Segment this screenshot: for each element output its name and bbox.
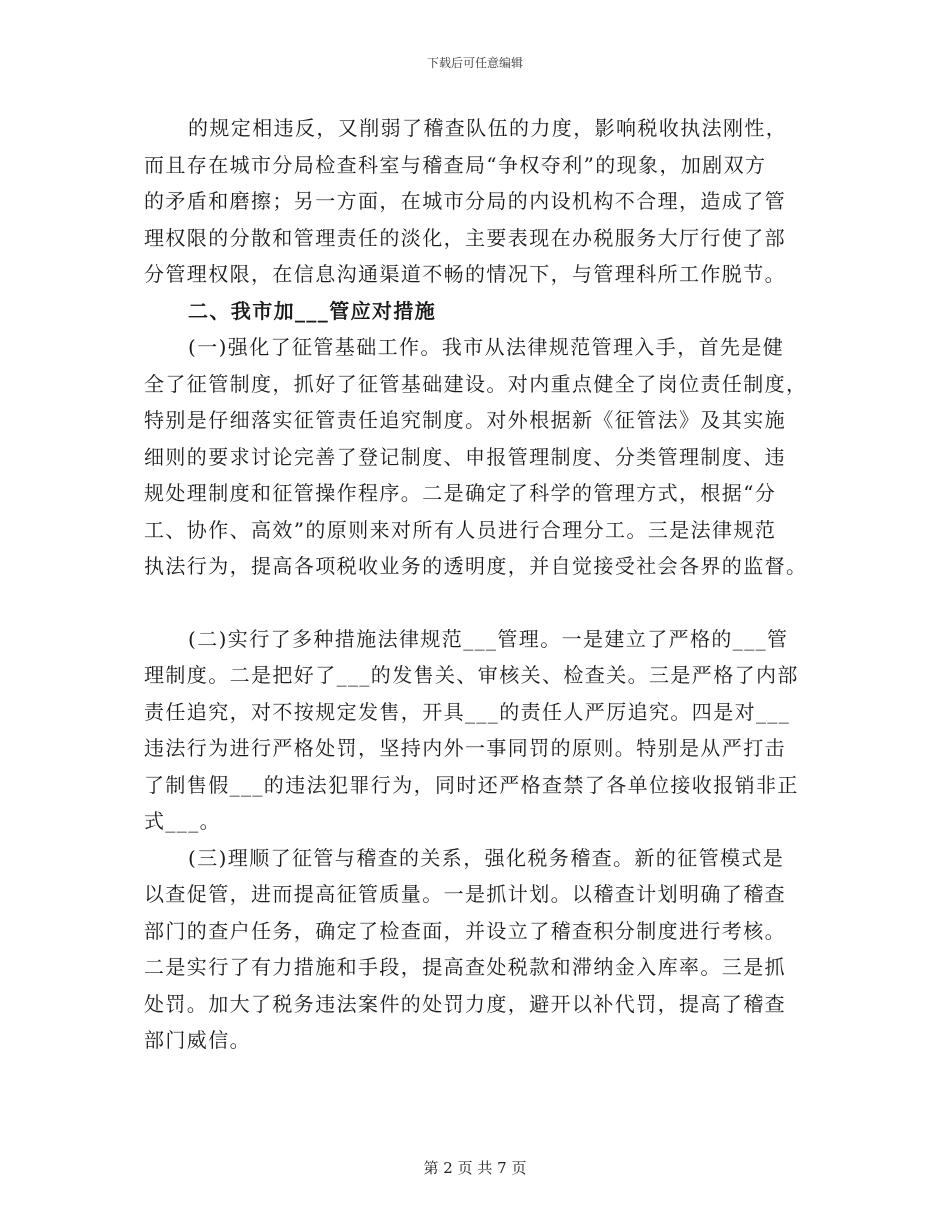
document-body xyxy=(144,110,808,1059)
text-line: 全了征管制度，抓好了征管基础建设。对内重点健全了岗位责任制度， xyxy=(144,371,808,396)
text-line: 工、协作、高效”的原则来对所有人员进行合理分工。三是法律规范 xyxy=(144,517,777,542)
text-line: 的矛盾和磨擦；另一方面，在城市分局的内设机构不合理，造成了管 xyxy=(144,189,786,213)
page-number: 第 2 页 共 7 页 xyxy=(423,1159,527,1177)
text-line: 特别是仔细落实征管责任追究制度。对外根据新《征管法》及其实施 xyxy=(144,408,786,432)
text-line: 理权限的分散和管理责任的淡化，主要表现在办税服务大厅行使了部 xyxy=(144,225,786,250)
text-line: 以查促管，进而提高征管质量。一是抓计划。以稽查计划明确了稽查 xyxy=(144,882,786,906)
text-line: 部门的查户任务，确定了检查面，并设立了稽查积分制度进行考核。 xyxy=(144,918,786,943)
section-heading: 二、我市加___管应对措施 xyxy=(188,298,437,323)
text-line: 式___。 xyxy=(144,809,221,833)
text-line: 细则的要求讨论完善了登记制度、申报管理制度、分类管理制度、违 xyxy=(144,444,786,469)
text-line: 规处理制度和征管操作程序。二是确定了科学的管理方式，根据“分 xyxy=(144,481,777,505)
text-line: 理制度。二是把好了___的发售关、审核关、检查关。三是严格了内部 xyxy=(144,663,799,687)
text-line: 了制售假___的违法犯罪行为，同时还严格查禁了各单位接收报销非正 xyxy=(144,772,799,797)
text-line: 二是实行了有力措施和手段，提高查处税款和滞纳金入库率。三是抓 xyxy=(144,955,786,979)
page-header: 下载后可任意编辑 xyxy=(426,56,523,70)
text-line: 处罚。加大了税务违法案件的处罚力度，避开以补代罚，提高了稽查 xyxy=(144,991,786,1016)
text-line: 的规定相违反，又削弱了稽查队伍的力度，影响税收执法刚性， xyxy=(188,116,788,140)
text-line: 责任追究，对不按规定发售，开具___的责任人严厉追究。四是对___ xyxy=(144,699,791,724)
paragraph-gap xyxy=(144,585,804,621)
text-line: (二)实行了多种措施法律规范___管理。一是建立了严格的___管 xyxy=(188,626,789,651)
text-line: (三)理顺了征管与稽查的关系，强化税务稽查。新的征管模式是 xyxy=(188,845,785,870)
text-line: 分管理权限，在信息沟通渠道不畅的情况下，与管理科所工作脱节。 xyxy=(144,262,786,286)
text-line: 而且存在城市分局检查科室与稽查局“争权夺利”的现象，加剧双方 xyxy=(144,152,767,177)
text-line: 执法行为，提高各项税收业务的透明度，并自觉接受社会各界的监督。 xyxy=(144,554,808,578)
text-line: 违法行为进行严格处罚，坚持内外一事同罚的原则。特别是从严打击 xyxy=(144,736,786,760)
text-line: (一)强化了征管基础工作。我市从法律规范管理入手，首先是健 xyxy=(188,335,785,359)
text-line: 部门威信。 xyxy=(144,1028,251,1052)
